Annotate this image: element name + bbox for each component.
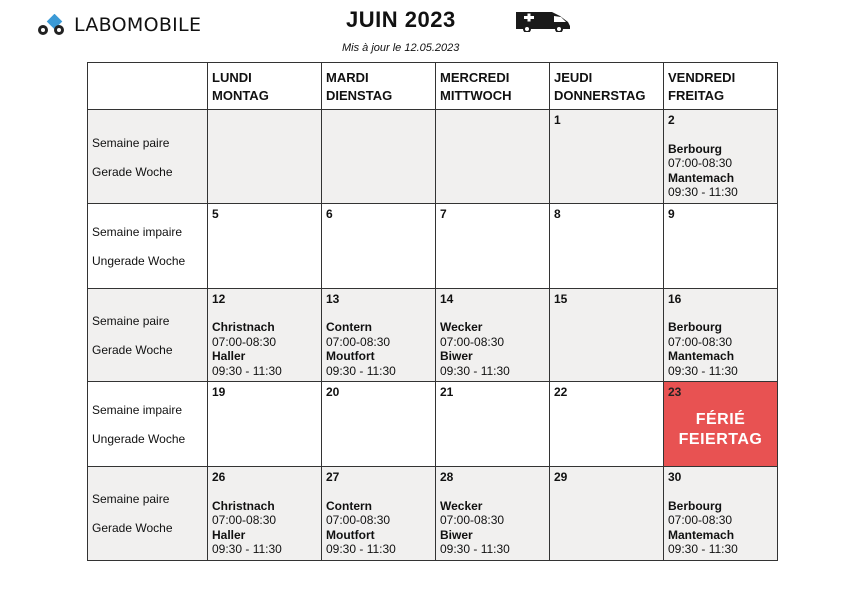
calendar-header-row — [88, 63, 778, 110]
day-cell: 30 Berbourg 07:00-08:30 Mantemach 09:30 - 11:30 — [664, 467, 778, 561]
day-cell: 26 Christnach 07:00-08:30 Haller 09:30 - 11:30 — [208, 467, 322, 561]
day-cell: 8 — [550, 203, 664, 288]
labomobile-logo-icon — [36, 14, 66, 36]
column-header-friday: VENDREDI FREITAG — [664, 63, 778, 110]
day-cell: 15 — [550, 288, 664, 382]
day-cell: 27 Contern 07:00-08:30 Moutfort 09:30 - 11:30 — [322, 467, 436, 561]
column-header-wednesday: MERCREDI MITTWOCH — [436, 63, 550, 110]
day-cell — [208, 110, 322, 204]
day-cell: 21 — [436, 382, 550, 467]
holiday-label-fr: FÉRIÉ — [695, 411, 746, 428]
day-cell: 28 Wecker 07:00-08:30 Biwer 09:30 - 11:30 — [436, 467, 550, 561]
column-header-monday: LUNDI MONTAG — [208, 63, 322, 110]
day-cell: 5 — [208, 203, 322, 288]
calendar-table — [87, 62, 778, 561]
day-cell: 13 Contern 07:00-08:30 Moutfort 09:30 - 11:30 — [322, 288, 436, 382]
week-row — [88, 203, 778, 288]
week-row — [88, 288, 778, 382]
corner-cell — [88, 63, 208, 110]
week-label: Semaine paire Gerade Woche — [88, 110, 208, 204]
day-cell — [436, 110, 550, 204]
logo — [36, 14, 201, 36]
week-label: Semaine impaire Ungerade Woche — [88, 203, 208, 288]
day-cell: 6 — [322, 203, 436, 288]
week-label: Semaine paire Gerade Woche — [88, 467, 208, 561]
day-cell: 14 Wecker 07:00-08:30 Biwer 09:30 - 11:30 — [436, 288, 550, 382]
day-cell: 12 Christnach 07:00-08:30 Haller 09:30 - 11:30 — [208, 288, 322, 382]
day-cell: 1 — [550, 110, 664, 204]
day-cell: 22 — [550, 382, 664, 467]
holiday-cell: 23 FÉRIÉ FEIERTAG — [664, 382, 778, 467]
brand-name: LABOMOBILE — [74, 14, 202, 36]
day-cell: 7 — [436, 203, 550, 288]
page-title: JUIN 2023 — [346, 7, 456, 32]
van-icon — [514, 10, 572, 32]
day-cell: 2 Berbourg 07:00-08:30 Mantemach 09:30 - 11:30 — [664, 110, 778, 204]
column-header-thursday: JEUDI DONNERSTAG — [550, 63, 664, 110]
day-cell: 16 Berbourg 07:00-08:30 Mantemach 09:30 - 11:30 — [664, 288, 778, 382]
day-cell — [322, 110, 436, 204]
week-label: Semaine impaire Ungerade Woche — [88, 382, 208, 467]
day-cell: 9 — [664, 203, 778, 288]
day-cell: 20 — [322, 382, 436, 467]
column-header-tuesday: MARDI DIENSTAG — [322, 63, 436, 110]
holiday-label-de: FEIERTAG — [678, 431, 763, 448]
week-row — [88, 467, 778, 561]
day-cell: 19 — [208, 382, 322, 467]
day-cell: 29 — [550, 467, 664, 561]
updated-date: Mis à jour le 12.05.2023 — [342, 42, 460, 54]
week-row — [88, 382, 778, 467]
week-row — [88, 110, 778, 204]
week-label: Semaine paire Gerade Woche — [88, 288, 208, 382]
